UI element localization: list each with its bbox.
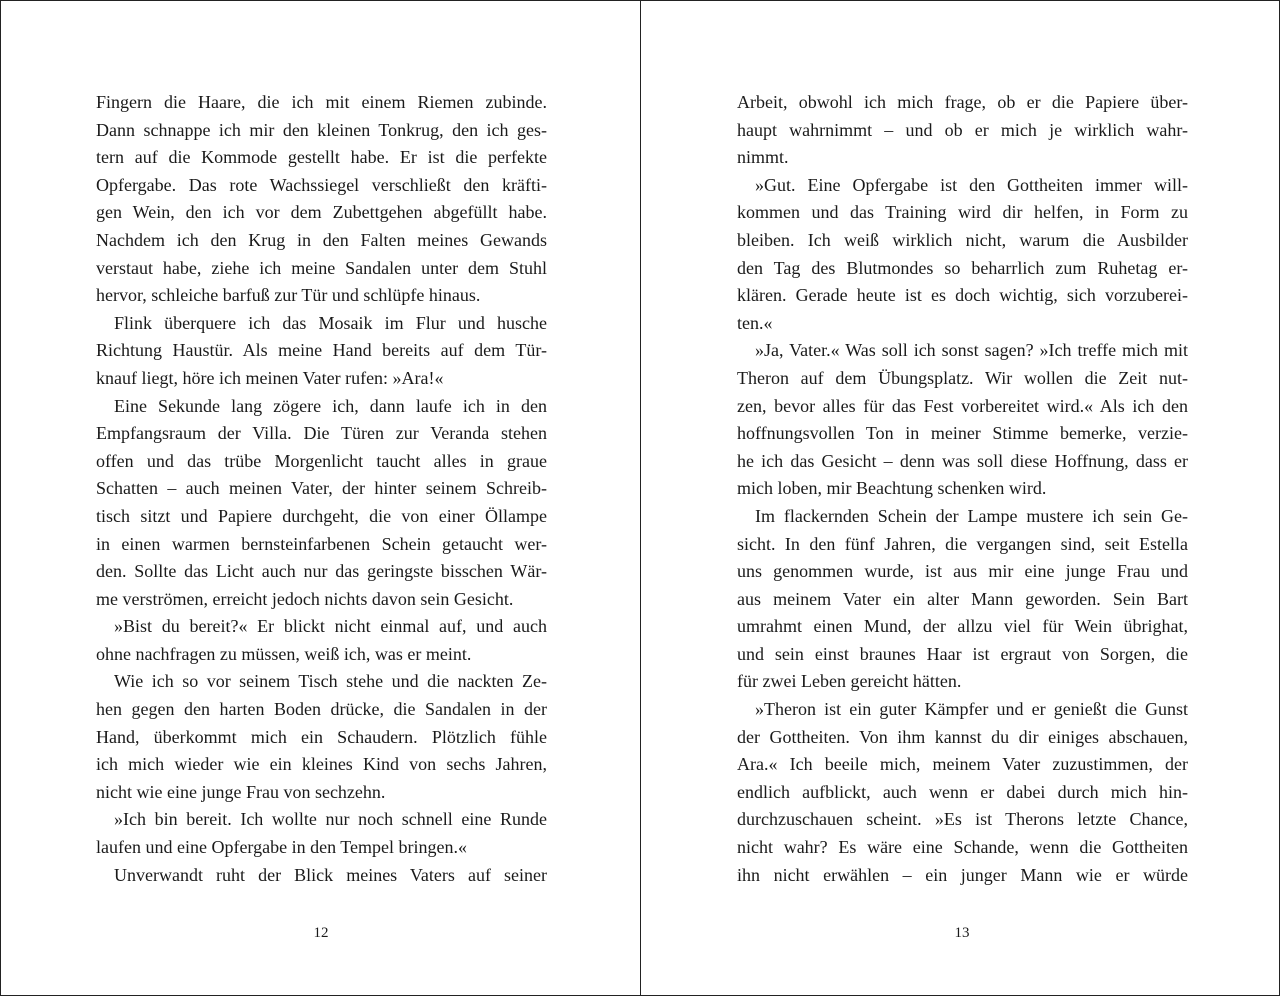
text-line: Arbeit, obwohl ich mich frage, ob er die Papiere über- — [737, 92, 1188, 112]
text-line: hervor, schleiche barfuß zur Tür und schlüpfe hinaus. — [96, 285, 481, 306]
text-line: Schatten – auch meinen Vater, der hinter seinem Schreib- — [96, 478, 547, 499]
text-line: tern auf die Kommode gestellt habe. Er ist die perfekte — [96, 147, 547, 168]
text-line: aus meinem Vater ein alter Mann geworden. Sein Bart — [737, 588, 1188, 609]
text-line: Eine Sekunde lang zögere ich, dann laufe ich in den — [114, 395, 547, 416]
text-line: »Bist du bereit?« Er blickt nicht einmal auf, und auch — [114, 616, 547, 637]
page-number-left: 12 — [313, 925, 329, 941]
text-line: verstaut habe, ziehe ich meine Sandalen unter dem Stuhl — [96, 257, 547, 278]
text-line: Ara.« Ich beeile mich, meinem Vater zuzustimmen, der — [737, 754, 1188, 775]
text-line: umrahmt einen Mund, der allzu viel für Wein übrighat, — [737, 616, 1188, 637]
text-line: Empfangsraum der Villa. Die Türen zur Veranda stehen — [96, 423, 547, 444]
page-number-right: 13 — [954, 925, 970, 941]
text-line: Dann schnappe ich mir den kleinen Tonkrug, den ich ges- — [96, 119, 547, 140]
text-line: laufen und eine Opfergabe in den Tempel bringen.« — [96, 837, 467, 858]
text-line: zen, bevor alles für das Fest vorbereitet wird.« Als ich den — [737, 395, 1188, 416]
text-line: he ich das Gesicht – denn was soll diese Hoffnung, dass er — [737, 450, 1188, 471]
text-line: endlich aufblickt, auch wenn er dabei durch mich hin- — [737, 781, 1188, 802]
text-line: in einen warmen bernsteinfarbenen Schein getaucht wer- — [96, 533, 547, 554]
text-line: Wie ich so vor seinem Tisch stehe und die nackten Ze- — [114, 671, 547, 692]
text-line: »Ja, Vater.« Was soll ich sonst sagen? »Ich treffe mich mit — [755, 340, 1188, 361]
text-line: mich loben, mir Beachtung schenken wird. — [737, 478, 1047, 499]
text-line: den. Sollte das Licht auch nur das geringste bisschen Wär- — [96, 561, 547, 582]
text-line: »Ich bin bereit. Ich wollte nur noch schnell eine Runde — [114, 809, 547, 830]
text-line: »Gut. Eine Opfergabe ist den Gottheiten immer will- — [755, 174, 1188, 195]
right-page-text — [737, 89, 1188, 889]
text-line: uns genommen wurde, ist aus mir eine junge Frau und — [737, 561, 1188, 582]
right-page — [641, 1, 1279, 995]
text-line: ich mich wieder wie ein kleines Kind von sechs Jahren, — [96, 754, 547, 775]
text-line: ten.« — [737, 312, 773, 333]
left-page — [1, 1, 640, 995]
text-line: Flink überquere ich das Mosaik im Flur und husche — [114, 312, 547, 333]
text-line: klären. Gerade heute ist es doch wichtig, sich vorzuberei- — [737, 285, 1188, 306]
text-line: bleiben. Ich weiß wirklich nicht, warum die Ausbilder — [737, 229, 1188, 250]
text-line: hoffnungsvollen Ton in meiner Stimme bemerke, verzie- — [737, 423, 1188, 444]
text-line: sicht. In den fünf Jahren, die vergangen sind, seit Estella — [737, 533, 1188, 554]
text-line: der Gottheiten. Von ihm kannst du dir einiges abschauen, — [737, 726, 1188, 747]
text-line: Theron auf dem Übungsplatz. Wir wollen die Zeit nut- — [737, 367, 1188, 388]
text-line: Richtung Haustür. Als meine Hand bereits auf dem Tür- — [96, 340, 547, 361]
text-line: Fingern die Haare, die ich mit einem Riemen zubinde. — [96, 92, 547, 112]
text-line: ohne nachfragen zu müssen, weiß ich, was er meint. — [96, 643, 472, 664]
text-line: durchzuschauen scheint. »Es ist Therons letzte Chance, — [737, 809, 1188, 830]
text-line: gen Wein, den ich vor dem Zubettgehen abgefüllt habe. — [96, 202, 547, 223]
text-line: me verströmen, erreicht jedoch nichts davon sein Gesicht. — [96, 588, 514, 609]
text-line: und sein einst braunes Haar ist ergraut von Sorgen, die — [737, 643, 1188, 664]
text-line: knauf liegt, höre ich meinen Vater rufen: »Ara!« — [96, 367, 444, 388]
text-line: haupt wahrnimmt – und ob er mich je wirklich wahr- — [737, 119, 1188, 140]
text-line: nicht wie eine junge Frau von sechzehn. — [96, 781, 386, 802]
text-line: nimmt. — [737, 147, 789, 168]
text-line: den Tag des Blutmondes so beharrlich zum Ruhetag er- — [737, 257, 1188, 278]
left-page-text — [96, 89, 547, 889]
text-line: Opfergabe. Das rote Wachssiegel verschließt den kräfti- — [96, 174, 547, 195]
text-line: Unverwandt ruht der Blick meines Vaters auf seiner — [114, 864, 547, 885]
text-line: hen gegen den harten Boden drücke, die Sandalen in der — [96, 699, 547, 720]
text-line: ihn nicht erwählen – ein junger Mann wie er würde — [737, 864, 1188, 885]
text-line: nicht wahr? Es wäre eine Schande, wenn die Gottheiten — [737, 837, 1188, 858]
text-line: Nachdem ich den Krug in den Falten meines Gewands — [96, 229, 547, 250]
text-line: für zwei Leben gereicht hätten. — [737, 671, 962, 692]
text-line: Hand, überkommt mich ein Schaudern. Plötzlich fühle — [96, 726, 547, 747]
text-line: kommen und das Training wird dir helfen, in Form zu — [737, 202, 1188, 223]
text-line: tisch sitzt und Papiere durchgeht, die von einer Öllampe — [96, 505, 547, 526]
text-line: Im flackernden Schein der Lampe mustere ich sein Ge- — [755, 505, 1188, 526]
text-line: offen und das trübe Morgenlicht taucht alles in graue — [96, 450, 547, 471]
text-line: »Theron ist ein guter Kämpfer und er genießt die Gunst — [755, 699, 1188, 720]
